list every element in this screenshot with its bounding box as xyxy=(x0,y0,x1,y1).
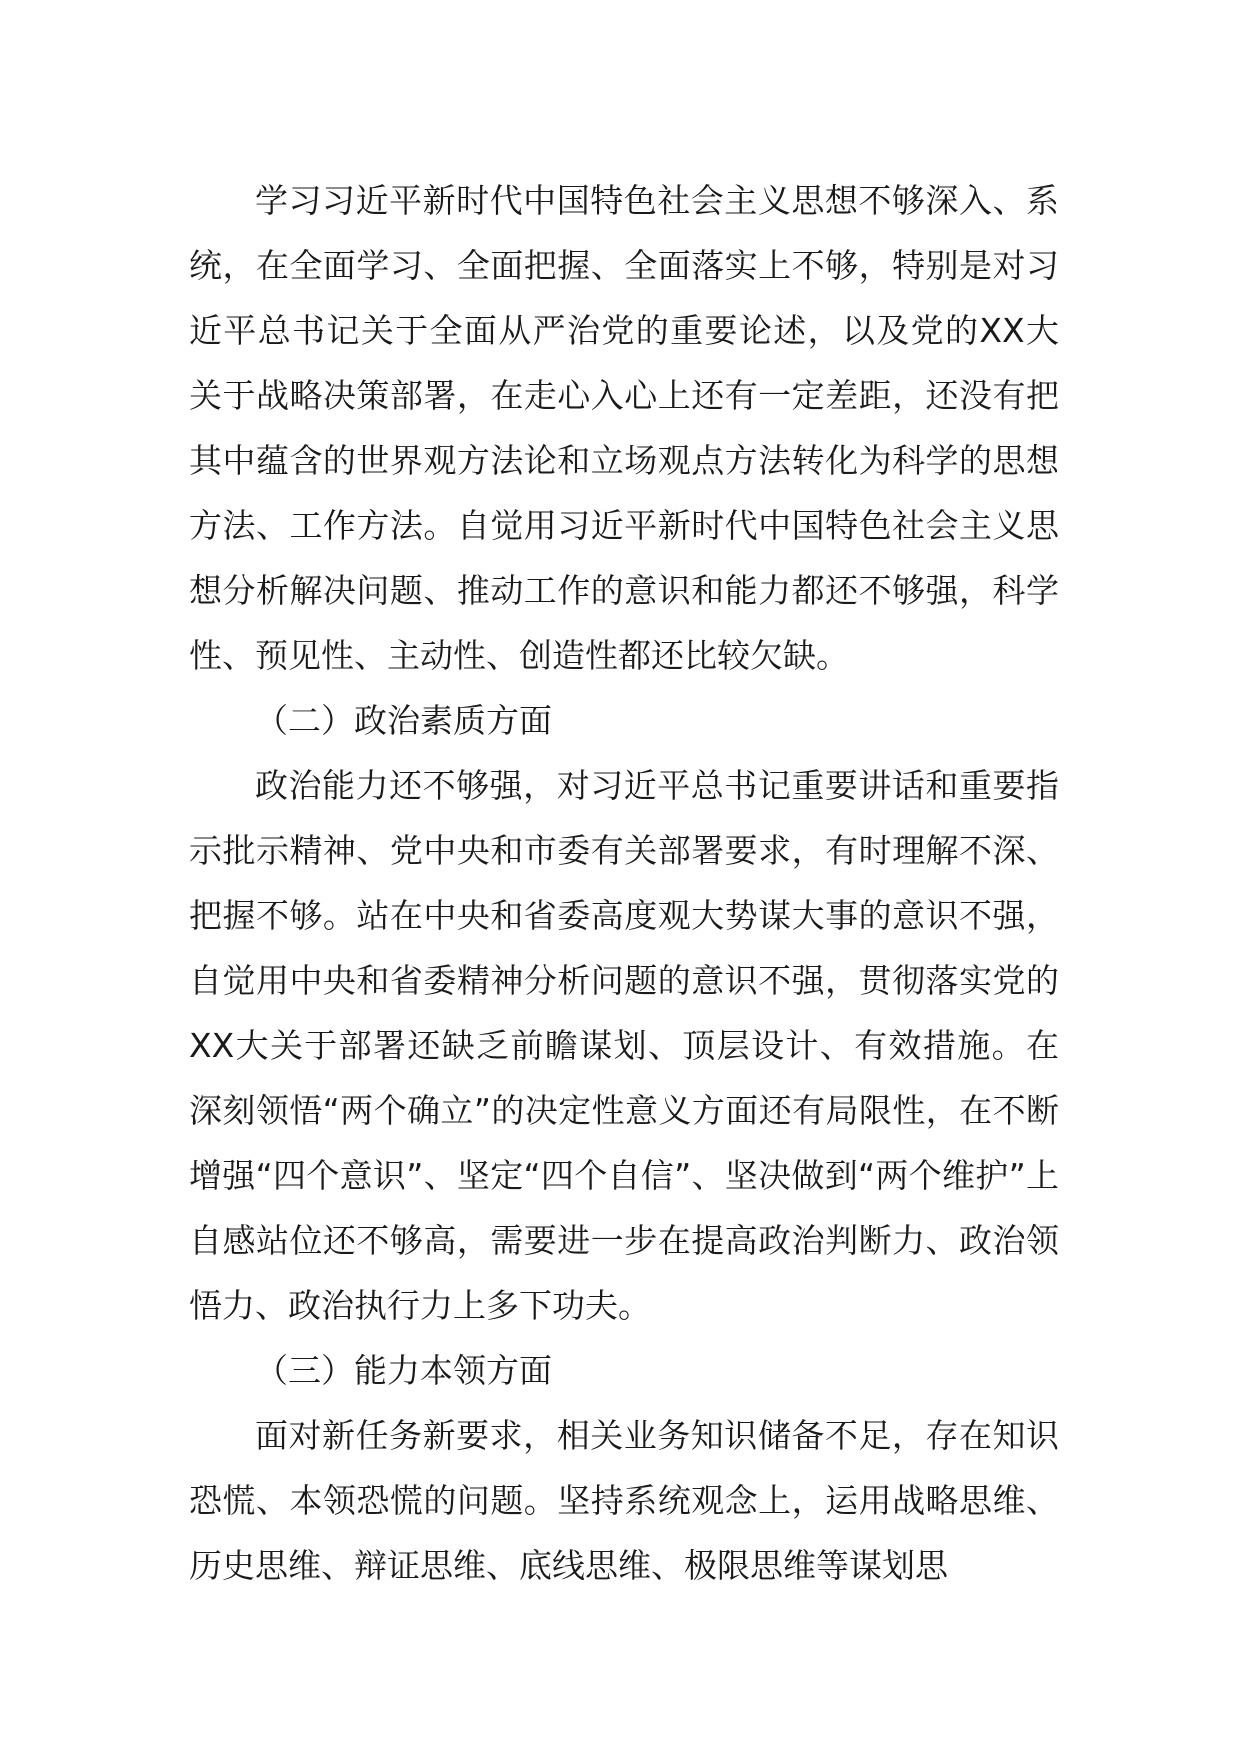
paragraph-political-ability: 政治能力还不够强，对习近平总书记重要讲话和重要指示批示精神、党中央和市委有关部署要求，有时理解不深、把握不够。站在中央和省委高度观大势谋大事的意识不强，自觉用中央和省委精神分析问题的意识不强，贯彻落实党的XX大关于部署还缺乏前瞻谋划、顶层设计、有效措施。在深刻领悟“两个确立”的决定性意义方面还有局限性，在不断增强“四个意识”、坚定“四个自信”、坚决做到“两个维护”上自感站位还不够高，需要进一步在提高政治判断力、政治领悟力、政治执行力上多下功夫。 xyxy=(189,766,1059,1325)
document-body xyxy=(189,168,1059,1598)
section-heading-ability-skills: （三）能力本领方面 xyxy=(255,1351,552,1390)
paragraph-theory-study: 学习习近平新时代中国特色社会主义思想不够深入、系统，在全面学习、全面把握、全面落实上不够，特别是对习近平总书记关于全面从严治党的重要论述，以及党的XX大关于战略决策部署，在走心入心上还有一定差距，还没有把其中蕴含的世界观方法论和立场观点方法转化为科学的思想方法、工作方法。自觉用习近平新时代中国特色社会主义思想分析解决问题、推动工作的意识和能力都还不够强，科学性、预见性、主动性、创造性都还比较欠缺。 xyxy=(189,181,1059,675)
section-heading-political-quality: （二）政治素质方面 xyxy=(255,701,552,740)
paragraph-new-tasks: 面对新任务新要求，相关业务知识储备不足，存在知识恐慌、本领恐慌的问题。坚持系统观念上，运用战略思维、历史思维、辩证思维、底线思维、极限思维等谋划思 xyxy=(189,1416,1059,1585)
